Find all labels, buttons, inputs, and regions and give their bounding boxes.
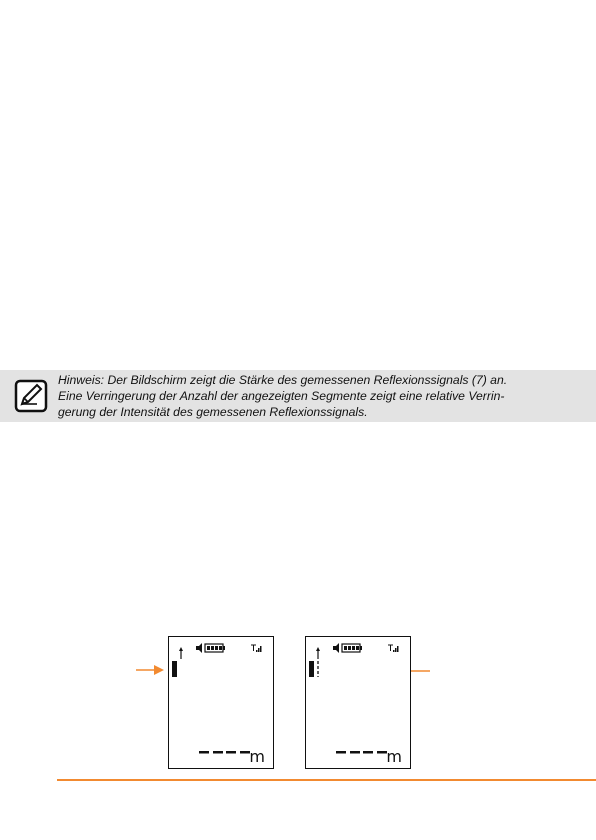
reading-dashes [199,751,250,754]
signal-strength-icon [251,645,262,652]
lcd-display-one-segment [168,636,274,769]
battery-icon [205,644,225,652]
signal-strength-icon [388,645,399,652]
footer-rule [57,779,596,781]
unit-label: m [386,747,402,766]
note-line-1: Hinweis: Der Bildschirm zeigt die Stärke des gemessenen Reflexionssignals (7) an. [58,373,508,387]
signal-bars [172,661,177,677]
signal-segment [309,661,314,677]
note-line-3: gerung der Intensität des gemessenen Reflexionssignals. [58,405,368,419]
signal-segment [172,661,177,677]
up-arrow-icon [316,647,320,659]
speaker-icon [196,643,202,653]
left-pointer-arrow [136,665,164,675]
lcd-display-two-segments [305,636,411,769]
signal-bars [309,661,318,677]
note-line-2: Eine Verringerung der Anzahl der angezeigten Segmente zeigt eine relative Verrin- [58,389,505,403]
reading-dashes [336,751,387,754]
battery-icon [342,644,362,652]
unit-label: m [249,747,265,766]
up-arrow-icon [179,647,183,659]
speaker-icon [333,643,339,653]
